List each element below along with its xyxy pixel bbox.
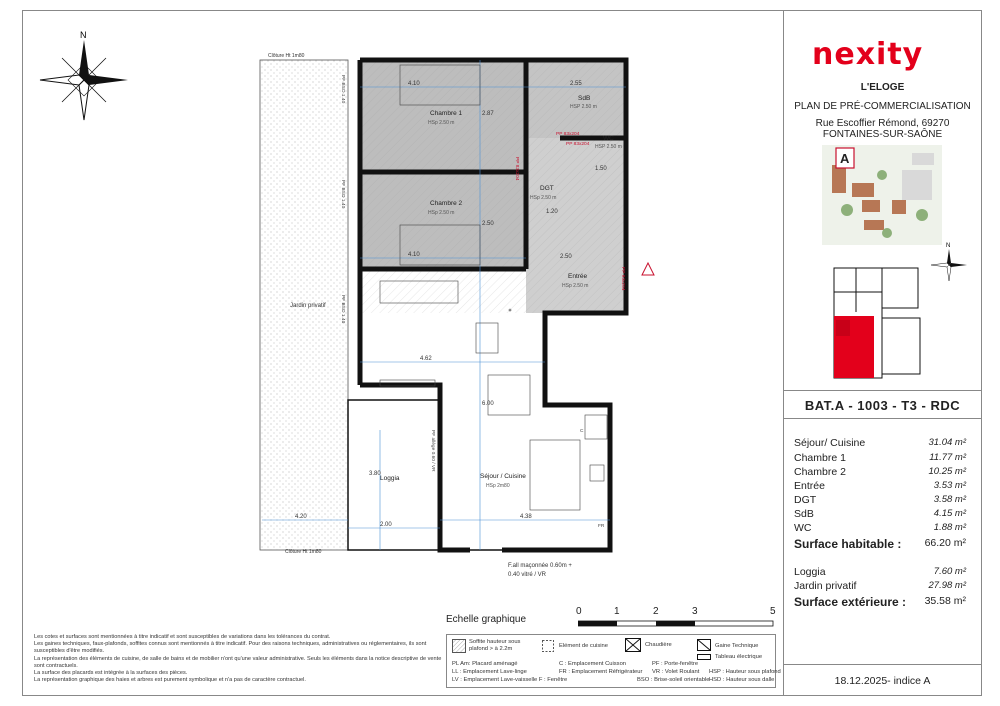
legend-hsp: HSP : Hauteur sous plafond (709, 669, 781, 675)
fence-bottom-label: Clôture Ht 1m80 (285, 549, 322, 555)
north-arrow-icon (36, 30, 132, 130)
room-bathroom-label: SdB (578, 95, 591, 102)
electric-panel-icon (697, 654, 711, 660)
legend-lv: LV : Emplacement Lave-vaisselle F : Fenêtre (452, 677, 568, 683)
hsp-bathroom: HSP 2.50 m (570, 104, 597, 110)
hsp-entry: HSp 2.50 m (562, 283, 589, 289)
key-plan (826, 262, 926, 386)
window-bottom-label-2: 0.40 vitré / VR (508, 572, 547, 578)
room-hall-label: DGT (540, 185, 554, 192)
legend-soffit: Soffite hauteur sous plafond > à 2.2m (469, 639, 521, 652)
legend-vr: VR : Volet Roulant (652, 669, 700, 675)
door-label-3: PP 83x204 (514, 157, 519, 181)
room-bedroom1-label: Chambre 1 (430, 110, 463, 117)
legend-pl: PL Am: Placard aménagé (452, 661, 518, 667)
entry-marker-icon (642, 263, 654, 275)
window-living: PF BSO 1.40 (340, 295, 345, 324)
dim-loggia: 2.00 (380, 522, 392, 528)
dim-bedroom1: 4.10 (408, 81, 420, 87)
dim-kitchen: 4.38 (520, 514, 532, 520)
area-row-entry: Entrée 3.53 m² (794, 480, 966, 492)
dim-loggia-height: 3.80 (369, 471, 381, 477)
legend (446, 634, 781, 688)
scale-tick-0: 0 (576, 606, 582, 617)
room-living-label: Séjour / Cuisine (480, 473, 526, 480)
boiler-icon (625, 638, 641, 652)
legend-pf: PF : Porte-fenêtre (652, 661, 699, 667)
note-4: La surface des placards est intégrée à la surfaces des pièces. (34, 670, 188, 677)
address-line-1: Rue Escoffier Rémond, 69270 (815, 118, 950, 129)
hsp-living: HSp 2m80 (486, 483, 510, 489)
room-wc-label: WC (603, 135, 614, 142)
surface-habitable: Surface habitable : 66.20 m² (794, 537, 966, 551)
dim-living: 4.62 (420, 356, 432, 362)
area-row-garden: Jardin privatif 27.98 m² (794, 580, 966, 592)
area-row-loggia: Loggia 7.60 m² (794, 566, 966, 578)
scale-tick-2: 2 (653, 606, 659, 617)
hsp-hall: HSp 2.50 m (530, 195, 557, 201)
north-label: N (80, 30, 87, 40)
window-loggia: PF allège 0.60 / VR (430, 430, 435, 472)
note-2: Les gaines techniques, faux-plafonds, soffites connus sont mentionnés à titre indicatif. Pour des raisons techniques, administratives ou réglementaires, ils sont susceptibles d'être modifiés. (34, 641, 427, 655)
dim-bathroom: 2.55 (570, 81, 582, 87)
north-arrow-small-icon (928, 240, 972, 284)
program-name: L'ELOGE (860, 82, 905, 93)
area-row-bedroom2: Chambre 2 10.25 m² (794, 466, 966, 478)
note-1: Les cotes et surfaces sont mentionnées à titre indicatif et sont susceptibles de variations dans les tolérances du contrat. (34, 634, 331, 640)
hsp-bedroom1: HSp 2.50 m (428, 120, 455, 126)
duct-icon (697, 639, 711, 651)
room-garden-label: Jardin privatif (290, 303, 326, 309)
surface-exterieure: Surface extérieure : 35.58 m² (794, 595, 966, 609)
scale-tick-1: 1 (614, 606, 620, 617)
room-bedroom2-label: Chambre 2 (430, 200, 463, 207)
hsp-wc: HSP 2.50 m (595, 144, 622, 150)
dim-living-height: 6.00 (482, 401, 494, 407)
scale-bar (578, 619, 778, 629)
legend-ll: LL : Emplacement Lave-linge (452, 669, 527, 675)
window-bedroom2: PF BSO 1.40 (340, 180, 345, 209)
door-label-entry: PP 93x204 (620, 267, 625, 291)
dim-hall: 1.20 (546, 209, 558, 215)
room-entry-label: Entrée (568, 273, 588, 280)
area-row-wc: WC 1.88 m² (794, 522, 966, 534)
legend-kitchen: Elément de cuisine (559, 643, 608, 649)
legend-fr: FR : Emplacement Réfrigérateur (559, 669, 643, 675)
window-bottom-label-1: F.all maçonnée 0.60m + (508, 563, 572, 569)
nexity-logo: nexity (812, 37, 924, 72)
dim-bedroom1-height: 2.87 (482, 111, 494, 117)
area-row-living: Séjour/ Cuisine 31.04 m² (794, 437, 966, 449)
area-row-bathroom: SdB 4.15 m² (794, 508, 966, 520)
scale-tick-4: 5 (770, 606, 776, 617)
floor-plan (240, 45, 660, 585)
kitchen-element-icon (542, 640, 554, 652)
plan-type: PLAN DE PRÉ-COMMERCIALISATION (794, 101, 971, 112)
date-index: 18.12.2025- indice A (783, 664, 982, 696)
door-label-1: PP 83x204 (556, 132, 580, 137)
legend-hsd: HSD : Hauteur sous dalle (709, 677, 775, 683)
fence-top-label: Clôture Ht 1m80 (268, 53, 305, 59)
plan-reference: BAT.A - 1003 - T3 - RDC (783, 390, 982, 419)
legend-electric-panel: Tableau électrique (715, 654, 763, 660)
dim-wc: 1.50 (595, 166, 607, 172)
room-loggia-label: Loggia (380, 475, 400, 482)
legend-duct: Gaine Technique (715, 643, 759, 649)
dim-entry: 2.50 (560, 254, 572, 260)
note-5: La représentation graphique des haies et arbres est purement symbolique et n'a pas de caractère contractuel. (34, 677, 306, 684)
legend-c: C : Emplacement Cuisson (559, 661, 627, 667)
disclaimer-notes (34, 634, 444, 684)
address-line-2: FONTAINES-SUR-SAÔNE (822, 129, 943, 140)
window-bedroom1: PF BSO 1.40 (340, 75, 345, 104)
area-row-hall: DGT 3.58 m² (794, 494, 966, 506)
note-3: La représentation des éléments de cuisine, de salle de bains et de mobilier n'ont qu'une valeur administrative. Seuls les éléments dans la notice descriptive de vente sont contractuels. (34, 655, 442, 669)
legend-bso: BSO : Brise-soleil orientable (637, 677, 710, 683)
kitchen-fridge: FR (598, 524, 605, 529)
site-plan-map (822, 145, 942, 245)
svg-text:N: N (946, 243, 951, 249)
dim-bedroom2: 4.10 (408, 252, 420, 258)
dim-bedroom2-height: 2.50 (482, 221, 494, 227)
site-block-label: A (840, 151, 850, 166)
door-label-2: PP 83x204 (566, 142, 590, 147)
dim-garden: 4.20 (295, 514, 307, 520)
scale-tick-3: 3 (692, 606, 698, 617)
legend-boiler: Chaudière (645, 642, 672, 648)
kitchen-cooker: C (580, 429, 584, 434)
soffit-icon (452, 639, 466, 653)
hsp-bedroom2: HSp 2.50 m (428, 210, 455, 216)
scale-title: Echelle graphique (446, 614, 527, 625)
area-row-bedroom1: Chambre 1 11.77 m² (794, 452, 966, 464)
